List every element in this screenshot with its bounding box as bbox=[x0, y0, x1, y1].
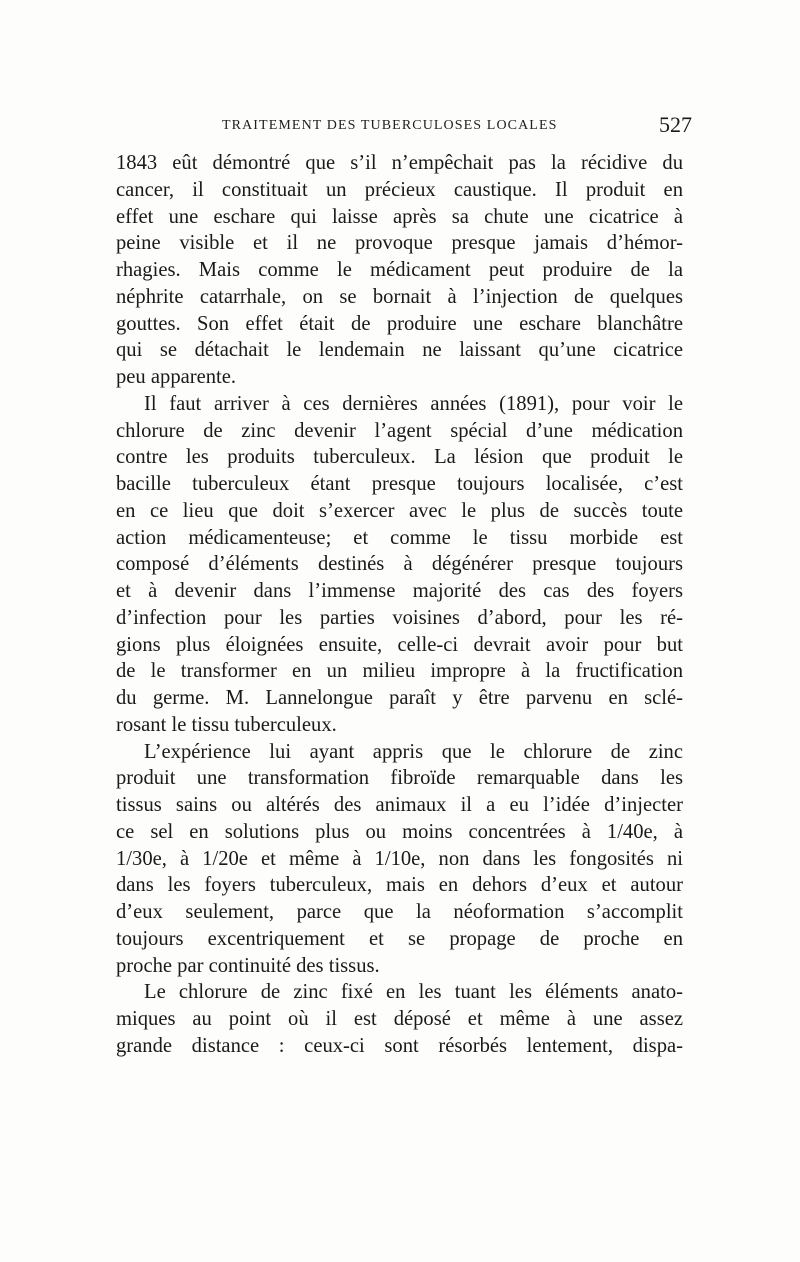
text-line: peu apparente. bbox=[116, 366, 237, 388]
text-line: grande distance : ceux-ci sont résorbés lentement, dispa- bbox=[116, 1034, 683, 1057]
text-line: composé d’éléments destinés à dégénérer presque toujours bbox=[116, 553, 683, 576]
text-line: gions plus éloignées ensuite, celle-ci devrait avoir pour but bbox=[116, 633, 683, 656]
text-line: produit une transformation fibroïde remarquable dans les bbox=[116, 767, 683, 790]
text-line: en ce lieu que doit s’exercer avec le plus de succès toute bbox=[116, 499, 683, 522]
text-line: et à devenir dans l’immense majorité des cas des foyers bbox=[116, 580, 683, 602]
text-line: de le transformer en un milieu impropre à la fructification bbox=[116, 660, 683, 683]
running-head bbox=[116, 112, 692, 142]
text-line: 1843 eût démontré que s’il n’empêchait pas la récidive du bbox=[116, 152, 683, 174]
paragraph-first-line: L’expérience lui ayant appris que le chlorure de zinc bbox=[144, 740, 683, 763]
text-line: miques au point où il est déposé et même à une assez bbox=[116, 1008, 683, 1030]
text-line: ce sel en solutions plus ou moins concentrées à 1/40e, à bbox=[116, 820, 683, 843]
text-line: peine visible et il ne provoque presque jamais d’hémor- bbox=[116, 232, 683, 255]
text-line: d’infection pour les parties voisines d’abord, pour les ré- bbox=[116, 606, 683, 629]
text-line: action médicamenteuse; et comme le tissu morbide est bbox=[116, 526, 683, 549]
text-line: proche par continuité des tissus. bbox=[116, 954, 380, 977]
running-title: TRAITEMENT DES TUBERCULOSES LOCALES bbox=[222, 118, 558, 133]
text-line: gouttes. Son effet était de produire une eschare blanchâtre bbox=[116, 312, 683, 335]
text-line: effet une eschare qui laisse après sa chute une cicatrice à bbox=[116, 205, 683, 228]
text-line: du germe. M. Lannelongue paraît y être parvenu en sclé- bbox=[116, 687, 683, 709]
text-line: dans les foyers tuberculeux, mais en dehors d’eux et autour bbox=[116, 874, 683, 897]
text-line: 1/30e, à 1/20e et même à 1/10e, non dans les fongosités ni bbox=[116, 847, 683, 870]
page-number: 527 bbox=[659, 112, 692, 137]
text-line: contre les produits tuberculeux. La lésion que produit le bbox=[116, 446, 683, 469]
text-line: rhagies. Mais comme le médicament peut produire de la bbox=[116, 259, 683, 281]
text-line: bacille tuberculeux étant presque toujours localisée, c’est bbox=[116, 473, 683, 495]
text-line: d’eux seulement, parce que la néoformation s’accomplit bbox=[116, 901, 683, 923]
text-line: toujours excentriquement et se propage de proche en bbox=[116, 927, 683, 950]
text-line: qui se détachait le lendemain ne laissant qu’une cicatrice bbox=[116, 339, 683, 362]
paragraph-first-line: Il faut arriver à ces dernières années (1891), pour voir le bbox=[144, 392, 683, 415]
text-line: tissus sains ou altérés des animaux il a eu l’idée d’injecter bbox=[116, 794, 683, 816]
text-line: cancer, il constituait un précieux caustique. Il produit en bbox=[116, 178, 683, 201]
body-text bbox=[116, 150, 683, 1060]
paragraph-first-line: Le chlorure de zinc fixé en les tuant les éléments anato- bbox=[144, 981, 683, 1004]
text-line: chlorure de zinc devenir l’agent spécial d’une médication bbox=[116, 419, 683, 442]
text-line: néphrite catarrhale, on se bornait à l’injection de quelques bbox=[116, 285, 683, 308]
text-line: rosant le tissu tuberculeux. bbox=[116, 713, 337, 736]
